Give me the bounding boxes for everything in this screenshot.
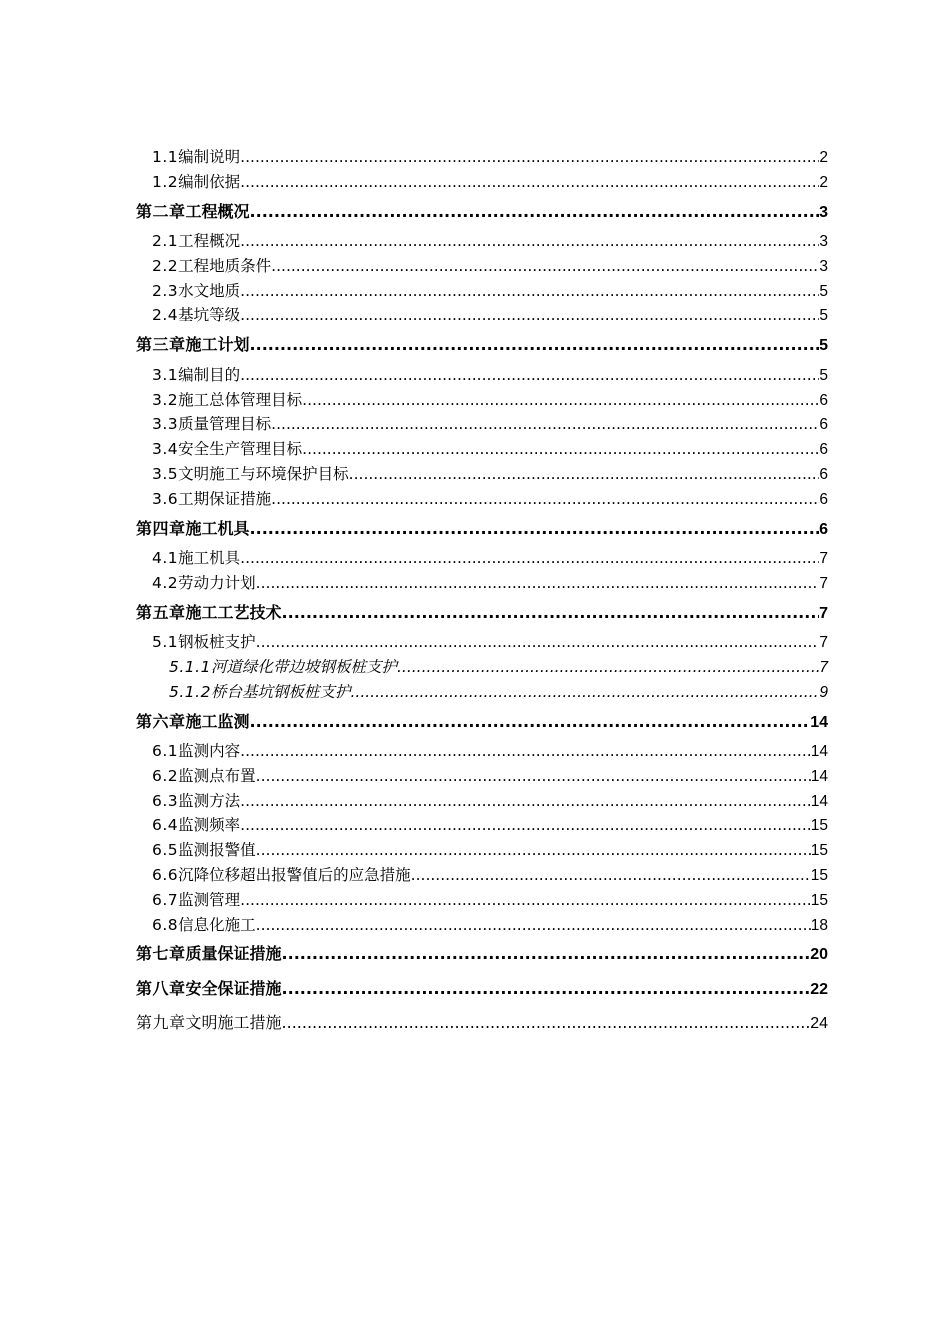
toc-chapter-number: 第六章 — [136, 711, 186, 731]
toc-chapter-title: 施工监测 — [185, 711, 250, 731]
toc-leader — [250, 195, 820, 230]
toc-leader — [302, 388, 819, 413]
toc-page-number: 14 — [810, 792, 828, 810]
toc-chapter-number: 第三章 — [136, 335, 186, 355]
toc-page-number: 6 — [819, 441, 828, 459]
toc-entry[interactable] — [136, 838, 828, 863]
toc-number: 1.1 — [152, 148, 179, 166]
toc-title: 文明施工与环境保护目标 — [178, 464, 349, 483]
toc-leader — [411, 863, 811, 888]
toc-leader — [256, 630, 820, 655]
toc-chapter-number: 第二章 — [136, 201, 186, 221]
toc-leader — [250, 512, 820, 547]
toc-title: 基坑等级 — [178, 306, 241, 325]
toc-number: 2.4 — [152, 306, 179, 325]
toc-chapter-title: 工程概况 — [185, 201, 250, 221]
toc-number: 6.8 — [152, 915, 179, 934]
toc-page-number: 7 — [819, 574, 828, 592]
toc-chapter-number: 第八章 — [136, 978, 186, 998]
toc-entry[interactable] — [136, 913, 828, 938]
toc-title: 质量管理目标 — [178, 415, 272, 434]
toc-page-number: 7 — [819, 604, 828, 622]
toc-chapter-entry[interactable] — [136, 328, 828, 363]
toc-entry[interactable] — [136, 630, 828, 655]
toc-leader — [256, 838, 811, 863]
toc-page-number: 2 — [819, 173, 828, 191]
toc-leader — [240, 546, 819, 571]
toc-page-number: 20 — [810, 946, 828, 964]
toc-leader — [240, 888, 811, 913]
toc-number: 2.1 — [152, 232, 179, 251]
toc-title: 监测管理 — [178, 890, 241, 909]
toc-number: 1.2 — [152, 172, 179, 191]
toc-page-number: 24 — [810, 1015, 828, 1033]
toc-number: 6.6 — [152, 866, 179, 885]
toc-number: 3.2 — [152, 390, 179, 409]
toc-entry[interactable] — [136, 487, 828, 512]
toc-chapter-title: 施工工艺技术 — [185, 602, 282, 622]
toc-leader — [349, 462, 820, 487]
toc-chapter-title: 质量保证措施 — [185, 944, 282, 964]
toc-entry[interactable] — [136, 888, 828, 913]
toc-number: 4.2 — [152, 573, 179, 592]
toc-chapter-number: 第四章 — [136, 518, 186, 538]
toc-page-number: 6 — [819, 391, 828, 409]
toc-subentry[interactable] — [136, 680, 828, 705]
toc-leader — [240, 363, 819, 388]
toc-leader — [240, 813, 811, 838]
toc-number: 6.4 — [152, 816, 179, 835]
toc-number: 6.2 — [152, 766, 179, 785]
toc-number: 3.5 — [152, 464, 179, 483]
toc-page-number: 5 — [819, 337, 828, 355]
toc-title: 信息化施工 — [178, 915, 256, 934]
toc-entry[interactable] — [136, 229, 828, 254]
toc-number: 6.1 — [152, 742, 179, 761]
toc-chapter-entry[interactable] — [136, 972, 828, 1007]
toc-number: 3.6 — [152, 489, 179, 508]
toc-page-number: 15 — [810, 891, 828, 909]
toc-number: 6.3 — [152, 791, 179, 810]
toc-entry[interactable] — [136, 739, 828, 764]
toc-chapter-title: 施工机具 — [185, 518, 250, 538]
toc-number: 4.1 — [152, 549, 179, 568]
toc-page-number: 2 — [819, 149, 828, 166]
toc-title: 编制依据 — [178, 172, 241, 191]
toc-title: 工程概况 — [178, 232, 241, 251]
toc-chapter-number: 第五章 — [136, 602, 186, 622]
toc-leader — [240, 170, 819, 195]
toc-entry[interactable] — [136, 764, 828, 789]
toc-title: 桥台基坑钢板桩支护 — [210, 682, 351, 701]
toc-entry[interactable] — [136, 412, 828, 437]
toc-leader — [240, 303, 819, 328]
toc-leader — [271, 254, 819, 279]
toc-leader — [282, 1006, 811, 1041]
toc-title: 编制目的 — [178, 365, 241, 384]
toc-leader — [256, 571, 820, 596]
toc-leader — [250, 705, 811, 740]
toc-leader — [240, 789, 811, 814]
toc-leader — [397, 655, 819, 680]
toc-page-number: 3 — [819, 203, 828, 221]
toc-chapter-entry[interactable] — [136, 195, 828, 230]
toc-entry[interactable] — [136, 170, 828, 195]
toc-leader — [240, 145, 819, 170]
toc-number: 6.5 — [152, 841, 179, 860]
toc-chapter-entry[interactable] — [136, 705, 828, 740]
toc-chapter-entry[interactable] — [136, 937, 828, 972]
toc-title: 河道绿化带边坡钢板桩支护 — [210, 657, 397, 676]
toc-entry[interactable] — [136, 145, 828, 170]
toc-chapter-number: 第九章 — [136, 1013, 186, 1033]
toc-page-number: 7 — [819, 634, 828, 652]
toc-page-number: 5 — [819, 307, 828, 325]
toc-title: 监测方法 — [178, 791, 241, 810]
toc-chapter-title: 安全保证措施 — [185, 978, 282, 998]
toc-entry[interactable] — [136, 437, 828, 462]
toc-entry[interactable] — [136, 813, 828, 838]
toc-leader — [302, 437, 819, 462]
toc-page-number: 7 — [819, 658, 828, 676]
toc-title: 施工机具 — [178, 549, 241, 568]
toc-chapter-title: 施工计划 — [185, 335, 250, 355]
toc-leader — [240, 279, 819, 304]
toc-title: 监测点布置 — [178, 766, 256, 785]
toc-chapter-entry[interactable] — [136, 1006, 828, 1041]
toc-leader — [350, 680, 819, 705]
toc-number: 2.2 — [152, 256, 179, 275]
toc-title: 监测频率 — [178, 816, 241, 835]
toc-number: 3.3 — [152, 415, 179, 434]
toc-chapter-entry[interactable] — [136, 596, 828, 631]
toc-page-number: 6 — [819, 465, 828, 483]
toc-leader — [282, 596, 820, 631]
toc-page-number: 5 — [819, 282, 828, 300]
toc-title: 工程地质条件 — [178, 256, 272, 275]
toc-number: 5.1 — [152, 633, 179, 652]
toc-entry[interactable] — [136, 388, 828, 413]
toc-leader — [250, 328, 820, 363]
toc-entry[interactable] — [136, 363, 828, 388]
toc-chapter-title: 文明施工措施 — [185, 1013, 282, 1033]
toc-page-number: 14 — [810, 767, 828, 785]
toc-entry[interactable] — [136, 279, 828, 304]
toc-page-number: 9 — [819, 683, 828, 701]
table-of-contents — [136, 145, 828, 1041]
toc-entry[interactable] — [136, 303, 828, 328]
toc-title: 施工总体管理目标 — [178, 390, 303, 409]
toc-title: 安全生产管理目标 — [178, 440, 303, 459]
toc-page-number: 15 — [810, 842, 828, 860]
toc-leader — [256, 913, 811, 938]
toc-page-number: 14 — [810, 713, 828, 731]
toc-leader — [282, 972, 811, 1007]
toc-subentry[interactable] — [136, 655, 828, 680]
toc-page-number: 6 — [819, 416, 828, 434]
toc-leader — [271, 412, 819, 437]
toc-entry[interactable] — [136, 863, 828, 888]
toc-number: 5.1.1 — [169, 657, 211, 676]
toc-page-number: 15 — [810, 867, 828, 885]
toc-entry[interactable] — [136, 571, 828, 596]
toc-number: 3.1 — [152, 365, 179, 384]
toc-page-number: 3 — [819, 233, 828, 251]
toc-leader — [282, 937, 811, 972]
toc-title: 编制说明 — [178, 148, 241, 166]
toc-entry[interactable] — [136, 546, 828, 571]
toc-page-number: 18 — [810, 916, 828, 934]
toc-title: 劳动力计划 — [178, 573, 256, 592]
toc-page-number: 6 — [819, 490, 828, 508]
toc-title: 工期保证措施 — [178, 489, 272, 508]
toc-page-number: 3 — [819, 257, 828, 275]
toc-number: 6.7 — [152, 890, 179, 909]
toc-title: 水文地质 — [178, 281, 241, 300]
toc-entry[interactable] — [136, 462, 828, 487]
toc-leader — [240, 739, 811, 764]
toc-entry[interactable] — [136, 254, 828, 279]
toc-page-number: 7 — [819, 550, 828, 568]
toc-page-number: 14 — [810, 743, 828, 761]
toc-title: 钢板桩支护 — [178, 633, 256, 652]
toc-chapter-number: 第七章 — [136, 944, 186, 964]
toc-number: 3.4 — [152, 440, 179, 459]
toc-page-number: 5 — [819, 366, 828, 384]
toc-title: 监测内容 — [178, 742, 241, 761]
toc-chapter-entry[interactable] — [136, 512, 828, 547]
toc-leader — [256, 764, 811, 789]
toc-page-number: 22 — [810, 980, 828, 998]
toc-number: 5.1.2 — [169, 682, 211, 701]
toc-title: 沉降位移超出报警值后的应急措施 — [178, 866, 411, 885]
toc-number: 2.3 — [152, 281, 179, 300]
toc-page-number: 15 — [810, 817, 828, 835]
toc-title: 监测报警值 — [178, 841, 256, 860]
toc-leader — [240, 229, 819, 254]
toc-page-number: 6 — [819, 520, 828, 538]
toc-entry[interactable] — [136, 789, 828, 814]
toc-leader — [271, 487, 819, 512]
